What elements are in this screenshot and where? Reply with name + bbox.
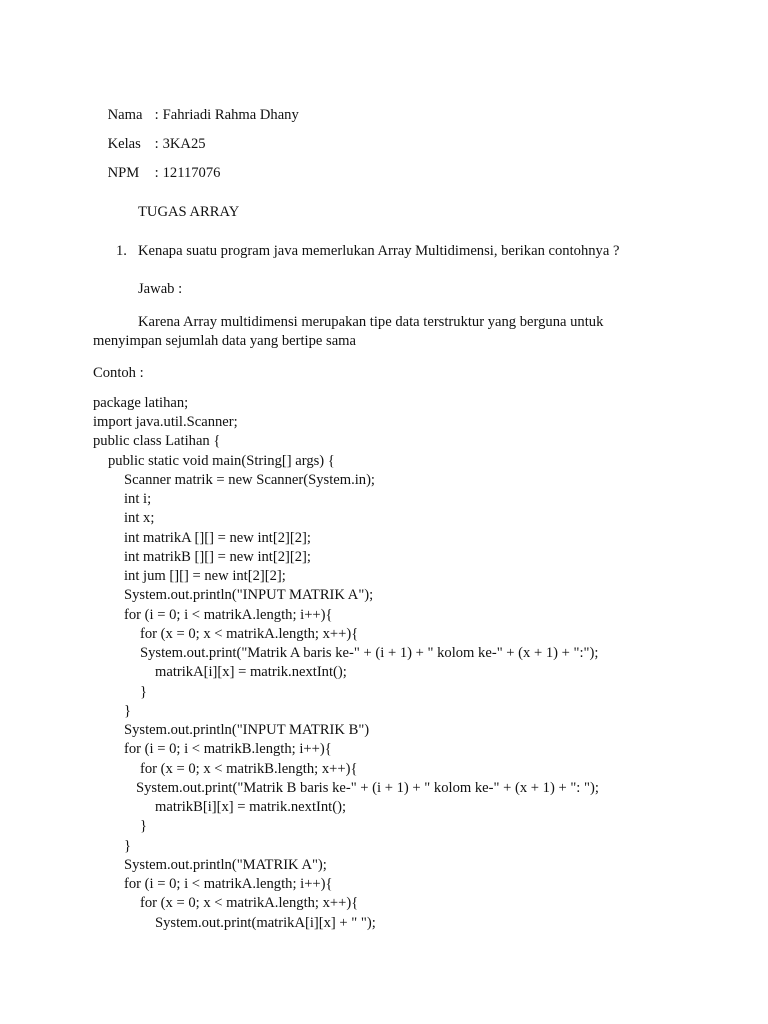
question-text: Kenapa suatu program java memerlukan Array Multidimensi, berikan contohnya ? [138, 243, 620, 259]
nama-separator: : [154, 107, 159, 123]
answer-label: Jawab : [138, 281, 183, 297]
code-line: System.out.print("Matrik A baris ke-" + (i + 1) + " kolom ke-" + (x + 1) + ":"); [140, 645, 599, 661]
code-line: public static void main(String[] args) { [108, 453, 335, 469]
code-line: for (i = 0; i < matrikB.length; i++){ [124, 741, 332, 757]
nama-value: Fahriadi Rahma Dhany [162, 107, 299, 123]
code-line: System.out.print("Matrik B baris ke-" + (i + 1) + " kolom ke-" + (x + 1) + ": "); [136, 780, 599, 796]
code-line: int i; [124, 491, 152, 507]
example-label: Contoh : [93, 365, 144, 381]
code-line: for (i = 0; i < matrikA.length; i++){ [124, 607, 333, 623]
code-line: } [124, 838, 132, 854]
code-line: } [124, 703, 132, 719]
code-line: } [140, 818, 148, 834]
code-line: package latihan; [93, 395, 189, 411]
kelas-value: 3KA25 [162, 136, 206, 152]
kelas-separator: : [154, 136, 159, 152]
code-line: for (x = 0; x < matrikA.length; x++){ [140, 895, 359, 911]
code-line: import java.util.Scanner; [93, 414, 238, 430]
code-line: int x; [124, 510, 155, 526]
document-heading: TUGAS ARRAY [138, 204, 240, 220]
code-line: for (i = 0; i < matrikA.length; i++){ [124, 876, 333, 892]
code-line: } [140, 684, 148, 700]
code-line: Scanner matrik = new Scanner(System.in); [124, 472, 375, 488]
code-line: int matrikB [][] = new int[2][2]; [124, 549, 311, 565]
answer-text-line-2: menyimpan sejumlah data yang bertipe sama [93, 333, 357, 349]
kelas-label: Kelas [107, 136, 141, 152]
code-line: int matrikA [][] = new int[2][2]; [124, 530, 311, 546]
code-line: public class Latihan { [93, 433, 221, 449]
npm-separator: : [154, 165, 159, 181]
code-line: matrikA[i][x] = matrik.nextInt(); [155, 664, 347, 680]
npm-label: NPM [107, 165, 140, 181]
code-line: for (x = 0; x < matrikA.length; x++){ [140, 626, 359, 642]
question-number: 1. [116, 243, 127, 259]
answer-text-line-1: Karena Array multidimensi merupakan tipe data terstruktur yang berguna untuk [138, 314, 604, 330]
npm-value: 12117076 [162, 165, 221, 181]
code-line: int jum [][] = new int[2][2]; [124, 568, 286, 584]
code-line: System.out.println("INPUT MATRIK A"); [124, 587, 374, 603]
code-line: System.out.print(matrikA[i][x] + " "); [155, 915, 376, 931]
identity-npm-row [93, 146, 220, 200]
nama-label: Nama [107, 107, 143, 123]
code-line: matrikB[i][x] = matrik.nextInt(); [155, 799, 347, 815]
code-line: System.out.println("MATRIK A"); [124, 857, 327, 873]
code-line: System.out.println("INPUT MATRIK B") [124, 722, 370, 738]
code-line: for (x = 0; x < matrikB.length; x++){ [140, 761, 358, 777]
